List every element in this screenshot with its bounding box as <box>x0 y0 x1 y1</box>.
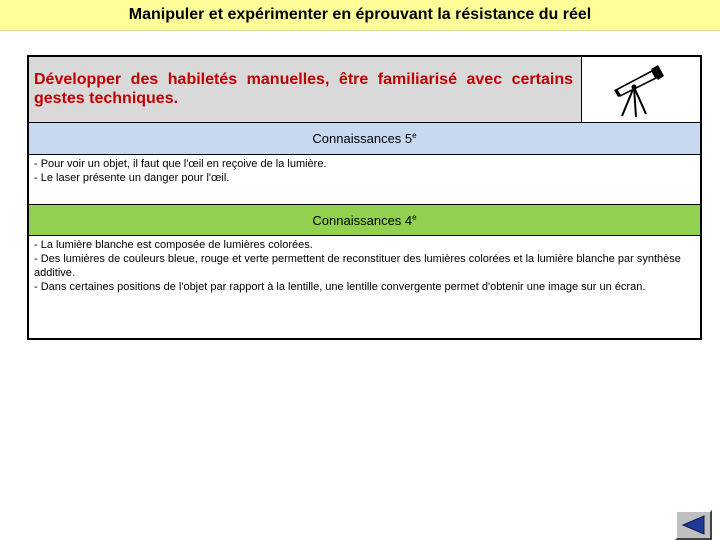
knowledge-item: - Des lumières de couleurs bleue, rouge et verte permettent de reconstituer des lumières colorées et la lumière blanche par synthèse additive. <box>34 253 681 279</box>
objective-row <box>29 57 700 123</box>
knowledge-item: - Dans certaines positions de l'objet par rapport à la lentille, une lentille convergente permet d'obtenir une image sur un écran. <box>34 281 646 293</box>
section-label-4e: Connaissances 4 <box>312 213 413 228</box>
section-sup-4e: e <box>412 213 417 222</box>
page-title: Manipuler et expérimenter en éprouvant la résistance du réel <box>0 0 720 31</box>
telescope-icon <box>610 60 670 118</box>
knowledge-item: - La lumière blanche est composée de lumières colorées. <box>34 239 313 251</box>
icon-cell <box>582 57 700 122</box>
back-arrow-icon <box>681 515 706 535</box>
competence-sheet <box>27 55 702 340</box>
objective-text: Développer des habiletés manuelles, être familiarisé avec certains gestes techniques. <box>29 57 582 122</box>
section-sup-5e: e <box>412 131 417 140</box>
section-header-5e <box>29 123 700 155</box>
section-content-4e <box>29 236 700 338</box>
knowledge-item: - Pour voir un objet, il faut que l'œil en reçoive de la lumière. <box>34 158 327 170</box>
back-button[interactable] <box>675 510 712 540</box>
knowledge-item: - Le laser présente un danger pour l'œil. <box>34 172 230 184</box>
section-label-5e: Connaissances 5 <box>312 131 413 146</box>
section-content-5e <box>29 155 700 204</box>
section-header-4e <box>29 204 700 236</box>
